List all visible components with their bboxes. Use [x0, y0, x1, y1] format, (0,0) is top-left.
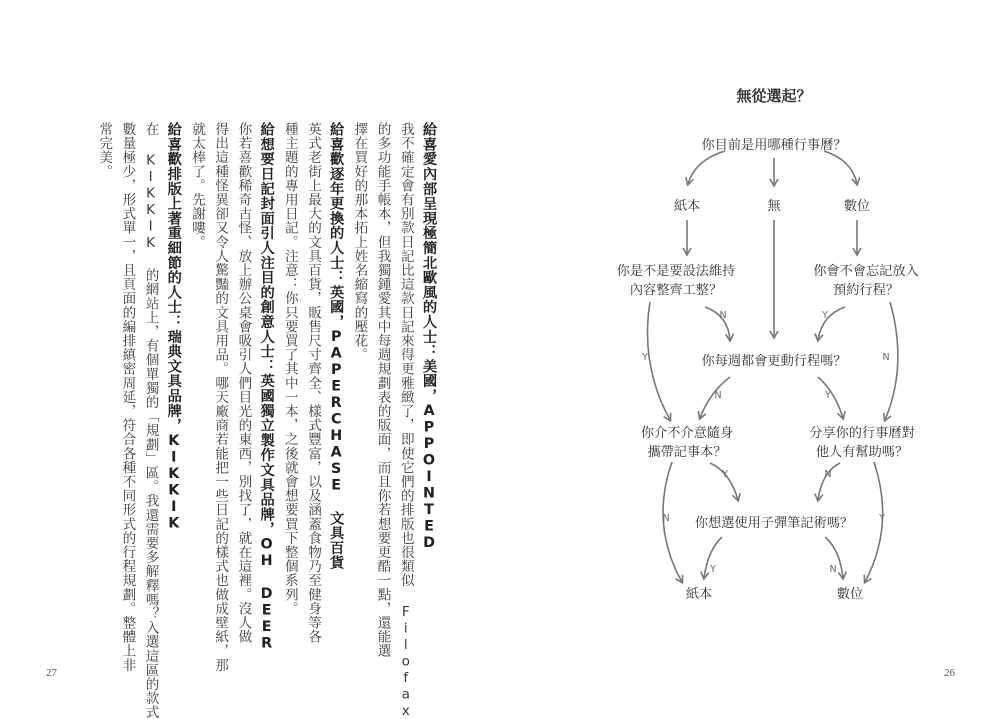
branch-label-yes: Y: [722, 469, 728, 480]
branch-label-no: N: [882, 352, 890, 363]
body-text-column: 就太棒了。先謝嘍。: [189, 122, 205, 249]
question-share-line2: 他人有幫助嗎？: [815, 445, 909, 460]
branch-label-no: N: [719, 310, 727, 321]
result-paper: 紙本: [685, 587, 713, 602]
flowchart-nodes: [617, 87, 919, 602]
branch-label-yes: Y: [822, 310, 828, 321]
option-digital: 數位: [843, 199, 871, 214]
body-text-column: 我不確定會有別款日記比這款日記來得更雅緻了，即使它們的排版也很類似 Filofax: [397, 122, 414, 719]
question-carry-line2: 攜帶記事本？: [647, 445, 727, 460]
branch-label-no: N: [824, 469, 832, 480]
branch-label-yes: Y: [825, 390, 831, 401]
question-share-line1: 分享你的行事曆對: [809, 426, 915, 441]
question-bullet-journal: 你想選使用子彈筆記術嗎？: [694, 516, 854, 531]
section-heading: 給喜愛內部呈現極簡北歐風的人士：美國，APPOINTED: [421, 122, 437, 552]
option-none: 無: [767, 199, 781, 214]
question-neat-line1: 你是不是要設法維持: [616, 264, 736, 279]
result-digital: 數位: [836, 587, 864, 602]
page-number-right: 26: [944, 667, 955, 679]
branch-label-yes: Y: [710, 564, 716, 575]
arrow-neat-yes-to-carry: [648, 302, 671, 420]
body-text-column: 英式老街上最大的文具百貨，販售尺寸齊全、樣式豐富，以及涵蓋食物乃至健身等各: [305, 122, 321, 644]
section-heading: 給想要日記封面引人注目的創意人士：英國獨立製作文具品牌，OH DEER: [258, 122, 275, 652]
decision-flowchart: [500, 0, 1000, 710]
section-heading: 給喜歡逐年更換的人士：英國，PAPERCHASE 文具百貨: [328, 122, 345, 570]
body-text-column: 常完美。: [96, 122, 113, 179]
branch-label-yes: Y: [642, 352, 648, 363]
question-forget-line1: 你會不會忘記放入: [813, 264, 919, 279]
branch-label-no: N: [714, 390, 722, 401]
body-text-column: 你若喜歡稀奇古怪、放上辦公桌會吸引人們目光的東西，別找了，就在這裡。沒人做: [235, 122, 252, 644]
body-text-column: 得出這種怪異卻又令人驚豔的文具用品。哪天廠商若能把一些日記的樣式也做成壁紙，那: [212, 122, 229, 672]
question-forget-line2: 預約行程？: [833, 283, 899, 298]
question-carry-line1: 你介不介意隨身: [640, 426, 734, 441]
branch-label-no: N: [662, 513, 670, 524]
option-paper: 紙本: [673, 199, 701, 214]
flowchart-title: 無從選起？: [736, 87, 812, 105]
section-heading: 給喜歡排版上著重細節的人士：瑞典文具品牌，KIKKIK: [165, 122, 182, 532]
question-weekly-change: 你每週都會更動行程嗎？: [701, 354, 847, 369]
page-number-left: 27: [46, 667, 57, 679]
right-page: [500, 0, 1000, 710]
body-text-column: 數量極少，形式單一，且頁面的編排縝密周延，符合各種不同形式的行程規劃。整體上非: [119, 122, 136, 672]
body-text-column: 擇在買好的那本拓上姓名縮寫的壓花。: [351, 122, 368, 362]
body-text-column: 的多功能手帳本，但我獨鍾愛其中每週規劃表的版面，而且你若想要更酷一點，還能選: [374, 122, 391, 658]
arrow-start-to-digital: [824, 151, 857, 184]
body-text-column: 種主題的專用日記。注意：你只要買了其中一本，之後就會想要買下整個系列。: [281, 122, 298, 616]
branch-labels: [641, 310, 889, 575]
question-current-planner: 你目前是用哪種行事曆？: [701, 138, 847, 153]
question-neat-line2: 內容整齊工整？: [629, 283, 723, 298]
branch-label-no: N: [829, 564, 837, 575]
branch-label-yes: Y: [879, 513, 885, 524]
arrow-start-to-paper: [688, 151, 725, 184]
body-text-column: 在 KIKKIK 的網站上，有個單獨的「規劃」區。我還需要多解釋嗎？入選這區的款式: [142, 122, 159, 719]
